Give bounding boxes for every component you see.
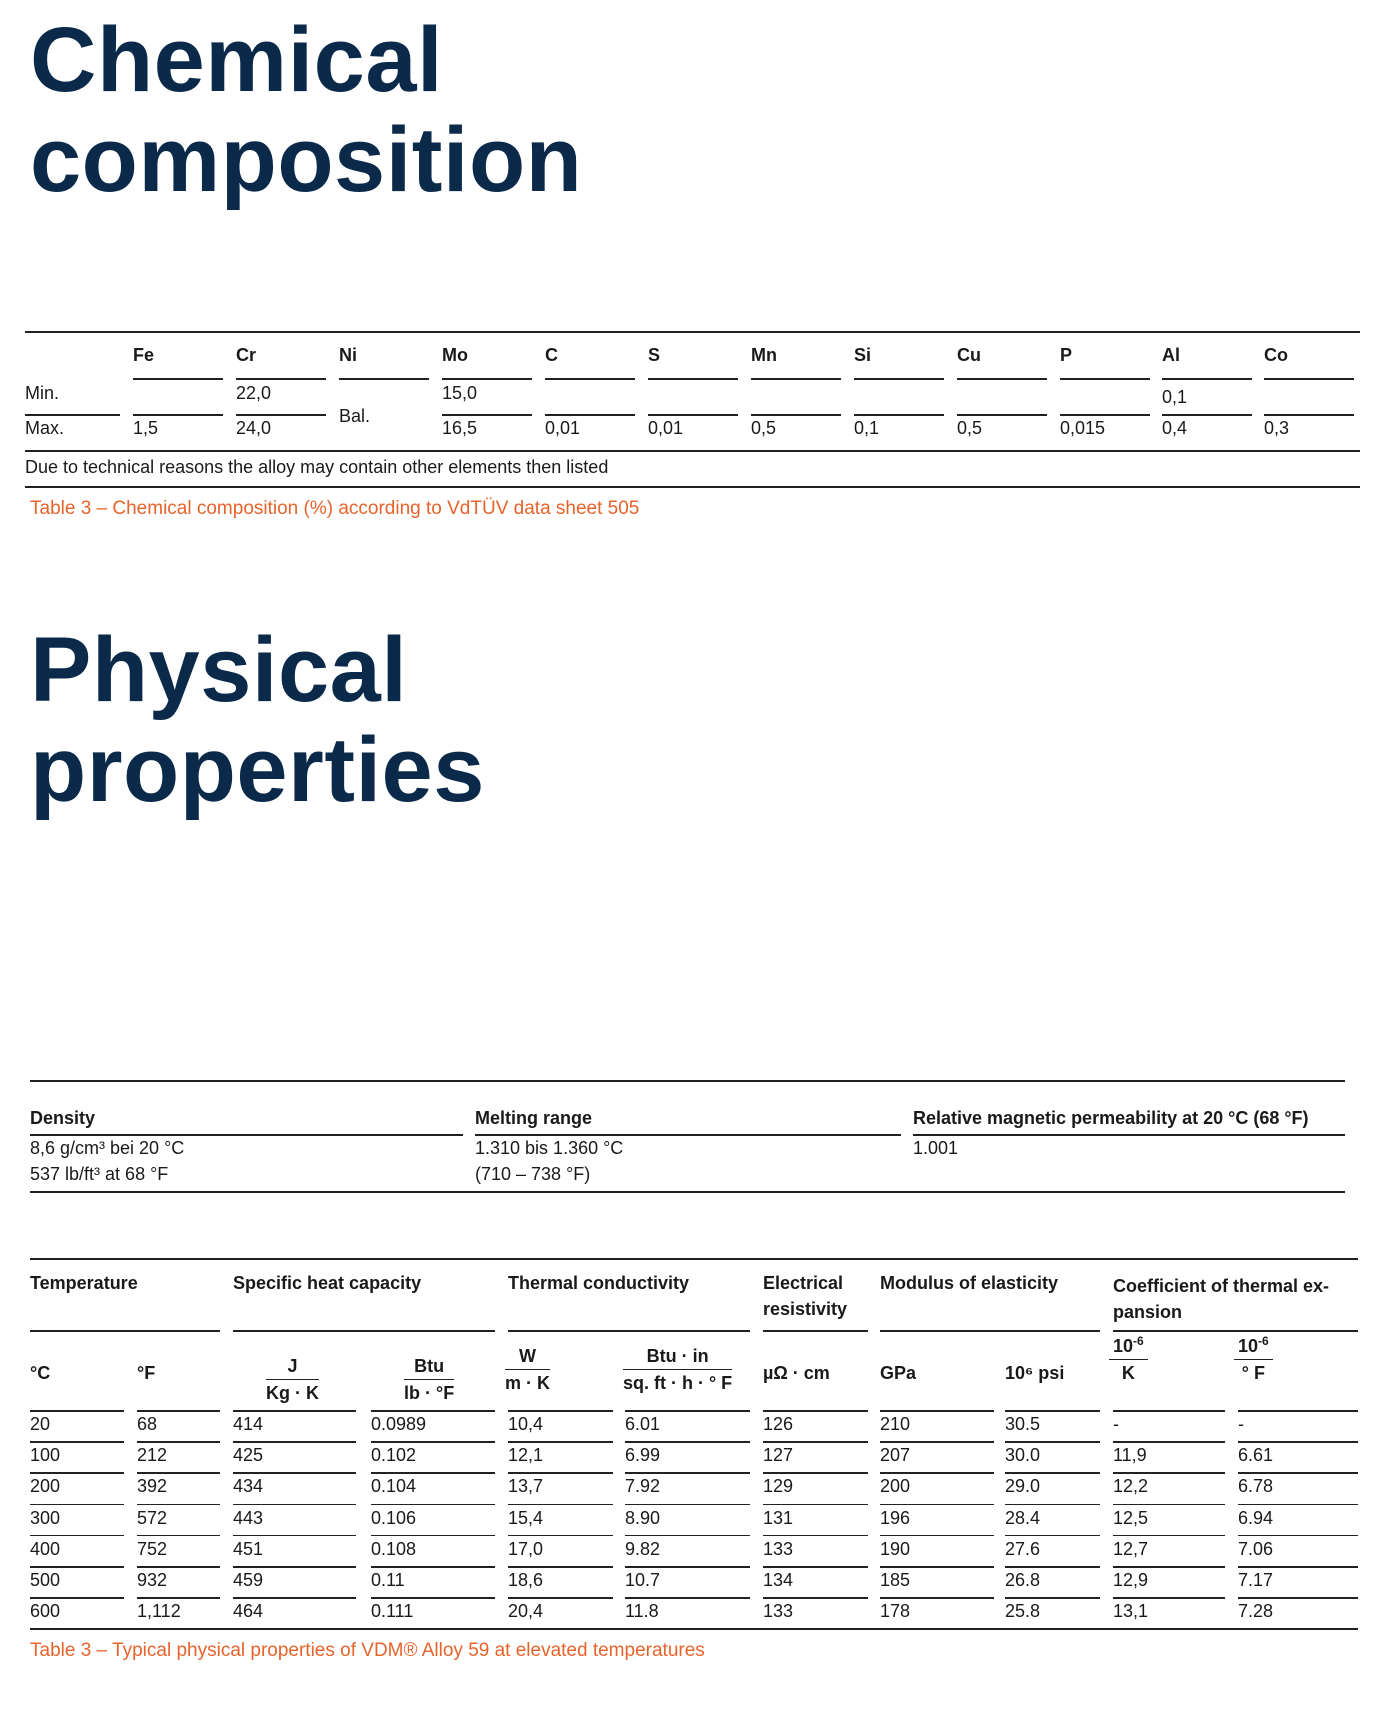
melting-range-label: Melting range: [475, 1108, 593, 1128]
max-value: 0,01: [648, 418, 684, 438]
resistivity-header-1: Electrical: [763, 1273, 844, 1293]
table-cell: 0.106: [371, 1507, 417, 1528]
density-value-metric: 8,6 g/cm³ bei 20 °C: [30, 1138, 185, 1158]
unit-celsius: °C: [30, 1363, 51, 1383]
table-cell: 30.5: [1005, 1414, 1041, 1434]
table-cell: 185: [880, 1570, 911, 1590]
max-value: 0,4: [1162, 418, 1188, 438]
table-cell: 12,2: [1113, 1476, 1149, 1497]
table-cell: 464: [233, 1601, 264, 1622]
unit-expansion-per-k: $\frac{10^{-6}}{K}$: [1109, 1336, 1148, 1384]
temperature-header: Temperature: [30, 1273, 138, 1293]
thermal-conductivity-header: Thermal conductivity: [508, 1273, 690, 1293]
table-cell: 600: [30, 1601, 61, 1622]
table-cell: 18,6: [508, 1570, 544, 1590]
table-cell: 126: [763, 1414, 794, 1434]
table-cell: 0.104: [371, 1476, 417, 1497]
table-cell: 30.0: [1005, 1445, 1041, 1466]
element-header: Cr: [236, 345, 257, 365]
magnetic-permeability-value: 1.001: [913, 1138, 959, 1158]
table-cell: 434: [233, 1476, 264, 1497]
table-cell: 6.61: [1238, 1445, 1274, 1466]
table-cell: 0.108: [371, 1538, 417, 1559]
table-cell: 210: [880, 1414, 911, 1434]
table-cell: 0.0989: [371, 1414, 427, 1434]
table-cell: 131: [763, 1507, 794, 1528]
element-header: Mo: [442, 345, 468, 365]
table-cell: 212: [137, 1445, 168, 1466]
element-header: Ni: [339, 345, 357, 365]
table-cell: 572: [137, 1507, 168, 1528]
resistivity-header-2: resistivity: [763, 1299, 848, 1319]
table-cell: 12,7: [1113, 1538, 1149, 1559]
table-cell: -: [1113, 1414, 1119, 1434]
unit-w-per-m-k: $\frac{W}{m \cdot K}$: [505, 1346, 550, 1393]
max-value: 0,5: [957, 418, 983, 438]
physical-table-caption: Table 3 – Typical physical properties of VDM® Alloy 59 at elevated temperatures: [30, 1640, 705, 1661]
heading-line-2: composition: [30, 109, 583, 211]
table-cell: 28.4: [1005, 1507, 1041, 1528]
table-cell: 12,9: [1113, 1570, 1149, 1590]
max-value: 1,5: [133, 418, 159, 438]
table-cell: 13,7: [508, 1476, 544, 1497]
unit-10e6-psi: 10⁶ psi: [1005, 1363, 1065, 1383]
unit-btu-in-per-sqft-h-f: Btu · in sq. ft · h · ° F: [623, 1346, 733, 1393]
physical-properties-heading: [30, 620, 485, 820]
element-header: Al: [1162, 345, 1180, 365]
table-cell: 7.92: [625, 1476, 661, 1497]
table-cell: 0.102: [371, 1445, 417, 1466]
element-header: S: [648, 345, 661, 365]
chemical-table-caption: Table 3 – Chemical composition (%) according to VdTÜV data sheet 505: [30, 498, 640, 519]
max-value: 0,3: [1264, 418, 1290, 438]
max-value: 0,01: [545, 418, 581, 438]
table-cell: 300: [30, 1507, 61, 1528]
table-cell: 10.7: [625, 1570, 661, 1590]
table-cell: 133: [763, 1538, 794, 1559]
element-header: Cu: [957, 345, 981, 365]
chemical-composition-heading: [30, 10, 582, 210]
table-cell: 190: [880, 1538, 911, 1559]
table-cell: 15,4: [508, 1507, 544, 1528]
expansion-header-2: pansion: [1113, 1302, 1183, 1322]
unit-expansion-per-f: $\frac{10^{-6}}{^\circ F}$: [1234, 1336, 1273, 1384]
table-cell: 7.17: [1238, 1570, 1274, 1590]
element-header: Mn: [751, 345, 777, 365]
heading-line-1: Chemical: [30, 9, 444, 111]
ni-balance: Bal.: [339, 406, 371, 426]
heat-capacity-header: Specific heat capacity: [233, 1273, 422, 1293]
unit-btu-per-lb-f: Btu lb · °F: [404, 1356, 455, 1403]
melting-range-imperial: (710 – 738 °F): [475, 1164, 591, 1184]
table-cell: 932: [137, 1570, 168, 1590]
table-cell: -: [1238, 1414, 1244, 1434]
table-cell: 7.28: [1238, 1601, 1274, 1622]
table-cell: 0.111: [371, 1601, 414, 1622]
table-cell: 17,0: [508, 1538, 544, 1559]
density-value-imperial: 537 lb/ft³ at 68 °F: [30, 1164, 169, 1184]
modulus-header: Modulus of elasticity: [880, 1273, 1059, 1293]
table-cell: 196: [880, 1507, 911, 1528]
max-row-label: Max.: [25, 418, 65, 438]
max-value: 16,5: [442, 418, 478, 438]
unit-microohm-cm: µΩ · cm: [763, 1363, 830, 1383]
table-cell: 13,1: [1113, 1601, 1149, 1622]
table-cell: 459: [233, 1570, 264, 1590]
table-cell: 200: [880, 1476, 911, 1497]
table-cell: 25.8: [1005, 1601, 1041, 1622]
table-cell: 207: [880, 1445, 911, 1466]
max-value: 0,015: [1060, 418, 1106, 438]
table-cell: 9.82: [625, 1538, 661, 1559]
min-value: 22,0: [236, 383, 272, 403]
table-cell: 8.90: [625, 1507, 661, 1528]
element-header: P: [1060, 345, 1073, 365]
table-cell: 11,9: [1113, 1445, 1147, 1466]
table-cell: 6.78: [1238, 1476, 1274, 1497]
table-cell: 12,1: [508, 1445, 544, 1466]
element-header: C: [545, 345, 558, 365]
expansion-header-1: Coefficient of thermal ex-: [1113, 1276, 1330, 1296]
table-cell: 100: [30, 1445, 61, 1466]
table-cell: 6.99: [625, 1445, 661, 1466]
table-cell: 400: [30, 1538, 61, 1559]
element-header: Fe: [133, 345, 155, 365]
min-value: 15,0: [442, 383, 478, 403]
table-cell: 133: [763, 1601, 794, 1622]
table-cell: 500: [30, 1570, 61, 1590]
table-cell: 68: [137, 1414, 158, 1434]
min-row-label: Min.: [25, 383, 60, 403]
composition-note: Due to technical reasons the alloy may contain other elements then listed: [25, 457, 609, 477]
table-cell: 26.8: [1005, 1570, 1041, 1590]
table-cell: 12,5: [1113, 1507, 1149, 1528]
unit-fahrenheit: °F: [137, 1363, 156, 1383]
min-value: 0,1: [1162, 387, 1188, 407]
table-cell: 7.06: [1238, 1538, 1274, 1559]
max-value: 0,1: [854, 418, 880, 438]
max-value: 0,5: [751, 418, 777, 438]
table-cell: 451: [233, 1538, 264, 1559]
table-cell: 29.0: [1005, 1476, 1041, 1497]
table-cell: 392: [137, 1476, 168, 1497]
table-cell: 200: [30, 1476, 61, 1497]
table-cell: 6.01: [625, 1414, 661, 1434]
table-cell: 6.94: [1238, 1507, 1274, 1528]
unit-gpa: GPa: [880, 1363, 917, 1383]
heading-line-1: Physical: [30, 619, 408, 721]
table-cell: 27.6: [1005, 1538, 1041, 1559]
table-cell: 129: [763, 1476, 794, 1497]
table-cell: 127: [763, 1445, 794, 1466]
table-cell: 134: [763, 1570, 794, 1590]
table-cell: 11.8: [625, 1601, 659, 1622]
table-cell: 0.11: [371, 1570, 405, 1590]
table-cell: 414: [233, 1414, 264, 1434]
element-header: Co: [1264, 345, 1288, 365]
table-cell: 20,4: [508, 1601, 544, 1622]
unit-j-per-kg-k: $\frac{J}{Kg \cdot K}$: [266, 1356, 319, 1403]
melting-range-metric: 1.310 bis 1.360 °C: [475, 1138, 624, 1158]
max-value: 24,0: [236, 418, 272, 438]
table-cell: 1,112: [137, 1601, 181, 1622]
element-header: Si: [854, 345, 872, 365]
table-cell: 20: [30, 1414, 51, 1434]
table-cell: 425: [233, 1445, 264, 1466]
magnetic-permeability-label: Relative magnetic permeability at 20 °C (68 °F): [913, 1108, 1309, 1128]
table-cell: 10,4: [508, 1414, 544, 1434]
table-cell: 752: [137, 1538, 168, 1559]
density-label: Density: [30, 1108, 96, 1128]
table-cell: 178: [880, 1601, 911, 1622]
heading-line-2: properties: [30, 719, 485, 821]
table-cell: 443: [233, 1507, 264, 1528]
